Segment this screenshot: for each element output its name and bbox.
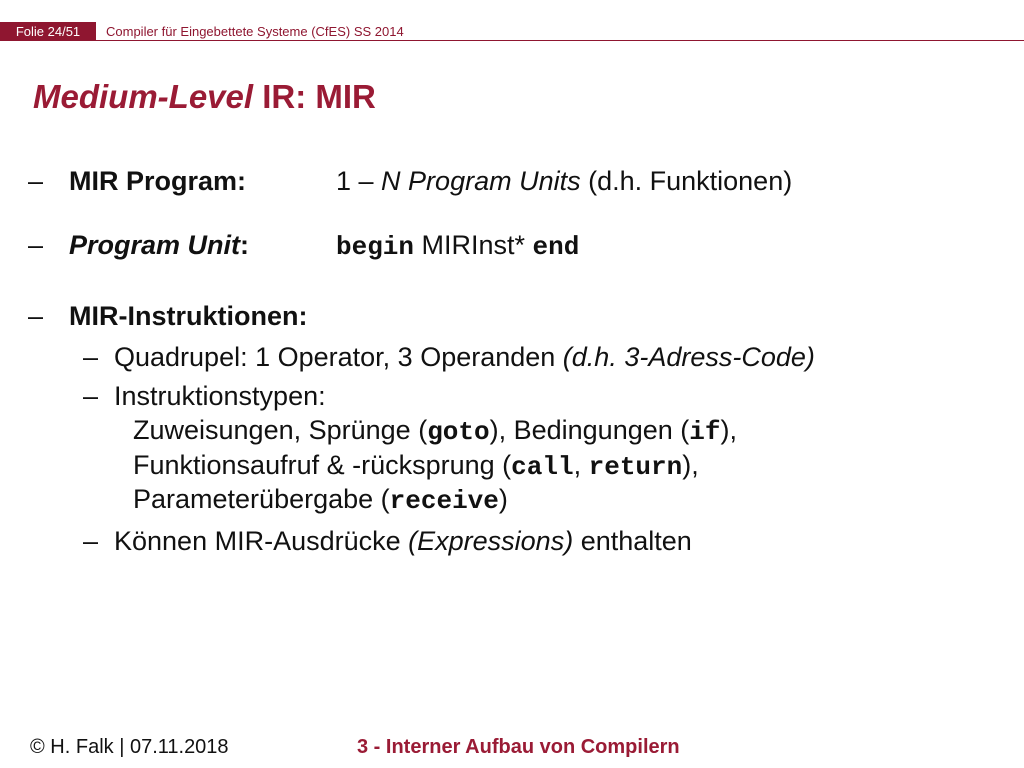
text-plain: Quadrupel: 1 Operator, 3 Operanden [114, 342, 563, 372]
value-suffix: (d.h. Funktionen) [580, 166, 793, 196]
value-prefix: 1 – [336, 166, 382, 196]
bullet-value [336, 164, 792, 198]
text-part: Können MIR-Ausdrücke [114, 526, 409, 556]
bullet-dash: – [28, 166, 44, 196]
bullet-label [69, 228, 249, 262]
slide-title [33, 77, 376, 117]
bullet-value [336, 228, 579, 264]
text-part: , [573, 450, 589, 480]
text-part: ), [720, 415, 737, 445]
sub-bullet-dash: – [83, 381, 99, 411]
slide-title-rest: IR: MIR [253, 78, 376, 115]
text-part: Parameterübergabe ( [133, 484, 390, 514]
text-italic: (d.h. 3-Adress-Code) [562, 342, 815, 372]
sub-bullet-dash: – [83, 526, 99, 556]
code-call: call [511, 452, 574, 482]
sub-bullet-text [114, 524, 692, 558]
slide-number-label: Folie 24/51 [15, 24, 81, 39]
bullet-label: MIR Program: [69, 166, 247, 196]
label-text: Program Unit [69, 230, 241, 260]
value-italic: N Program Units [381, 166, 581, 196]
line-text [133, 448, 699, 484]
text-part: ), [682, 450, 699, 480]
bullet-dash: – [28, 230, 44, 260]
text-italic: (Expressions) [408, 526, 574, 556]
bullet-dash: – [28, 301, 44, 331]
sub-bullet-title: Instruktionstypen: [114, 381, 326, 411]
footer-chapter-title: 3 - Interner Aufbau von Compilern [357, 736, 680, 758]
label-colon: : [240, 230, 250, 260]
line-text [133, 413, 737, 449]
bullet-label: MIR-Instruktionen: [69, 301, 308, 331]
text-part: Funktionsaufruf & -rücksprung ( [133, 450, 512, 480]
text-part: ) [498, 484, 508, 514]
slide-title-italic: Medium-Level [33, 78, 254, 115]
header-rule [96, 40, 1024, 41]
sub-bullet-text [114, 340, 815, 374]
code-end: end [532, 232, 580, 262]
text-part: ), Bedingungen ( [489, 415, 690, 445]
course-title: Compiler für Eingebettete Systeme (CfES) SS 2014 [106, 24, 404, 39]
slide-number-badge [0, 22, 96, 41]
text-part: Zuweisungen, Sprünge ( [133, 415, 428, 445]
code-return: return [588, 452, 683, 482]
line-text [133, 482, 508, 518]
code-begin: begin [336, 232, 415, 262]
code-if: if [689, 417, 721, 447]
value-middle: MIRInst* [414, 230, 533, 260]
code-receive: receive [389, 486, 499, 516]
text-part: enthalten [573, 526, 692, 556]
code-goto: goto [427, 417, 490, 447]
footer-author-date: © H. Falk | 07.11.2018 [30, 736, 229, 758]
sub-bullet-dash: – [83, 342, 99, 372]
